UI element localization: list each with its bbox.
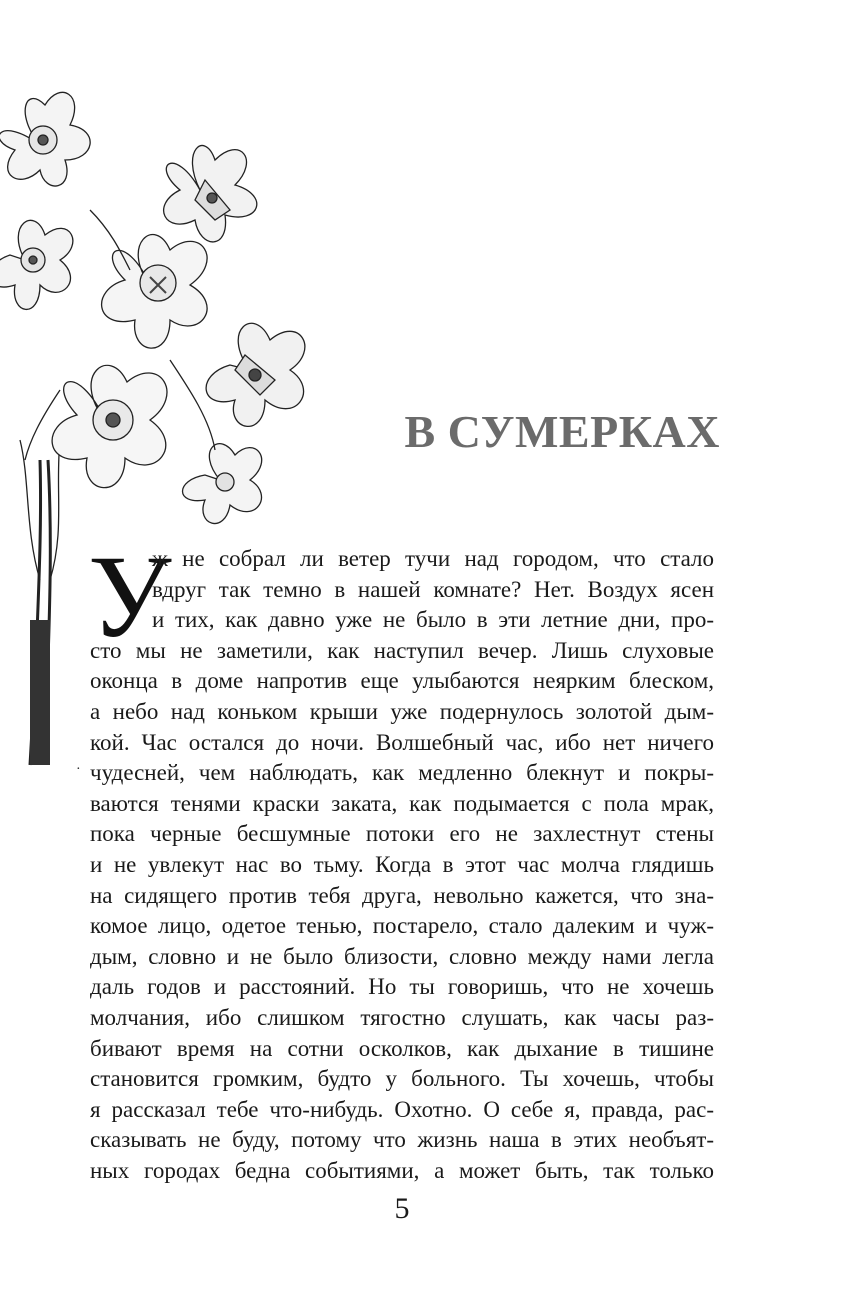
margin-mark-icon: · xyxy=(76,762,81,777)
text-line: и тих, как давно уже не было в эти летние дни, про- xyxy=(152,607,714,633)
text-line: дым, словно и не было близости, словно между нами легла xyxy=(90,943,714,969)
text-line: становится громким, будто у больного. Ты хочешь, чтобы xyxy=(90,1066,714,1092)
chapter-title: В СУМЕРКАХ xyxy=(404,406,720,457)
text-line: чудесней, чем наблюдать, как медленно блекнут и покры- xyxy=(90,760,714,786)
page-number: 5 xyxy=(394,1192,410,1225)
text-line: сказывать не буду, потому что жизнь наша в этих необъят- xyxy=(90,1127,714,1153)
text-line: кой. Час остался до ночи. Волшебный час, ибо нет ничего xyxy=(90,729,714,755)
text-line: и не увлекут нас во тьму. Когда в этот час молча глядишь xyxy=(90,852,714,877)
drop-cap: У xyxy=(88,531,172,662)
text-line: ваются тенями краски заката, как подымается с пола мрак, xyxy=(90,790,714,816)
text-line: ных городах бедна событиями, а может быть, так только xyxy=(90,1158,714,1183)
text-line: пока черные бесшумные потоки его не захлестнут стены xyxy=(90,821,714,847)
text-line: комое лицо, одетое тенью, постарело, стало далеким и чуж- xyxy=(90,913,714,939)
text-line: бивают время на сотни осколков, как дыхание в тишине xyxy=(90,1035,714,1061)
text-line: на сидящего против тебя друга, невольно кажется, что зна- xyxy=(90,882,714,908)
text-line: ж не собрал ли ветер тучи над городом, что стало xyxy=(152,546,714,571)
text-line: молчания, ибо слишком тягостно слушать, как часы раз- xyxy=(90,1005,714,1030)
text-line: вдруг так темно в нашей комнате? Нет. Воздух ясен xyxy=(152,576,714,602)
text-line: а небо над коньком крыши уже подернулось золотой дым- xyxy=(90,699,714,724)
text-line: сто мы не заметили, как наступил вечер. Лишь слуховые xyxy=(90,637,714,663)
text-line: оконца в доме напротив еще улыбаются неярким блеском, xyxy=(90,668,714,694)
text-line: я рассказал тебе что-нибудь. Охотно. О себе я, правда, рас- xyxy=(90,1096,714,1122)
text-line: даль годов и расстояний. Но ты говоришь, что не хочешь xyxy=(90,974,714,1000)
